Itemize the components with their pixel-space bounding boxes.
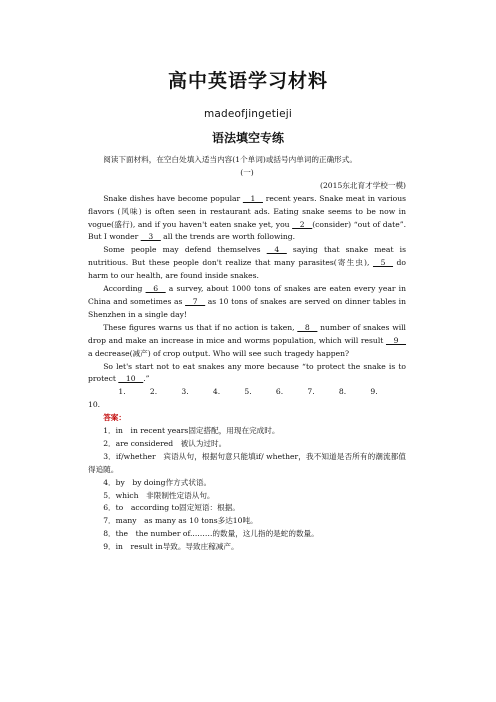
document-subtitle: madeofjingetieji [203,108,293,120]
blank-1: __1__ [242,193,263,203]
answer-number-last: 10. [88,400,101,410]
answer-item: 9．in result in导致。导致庄稼减产。 [103,542,239,552]
section-heading: 语法填空专练 [211,131,284,145]
passage-paragraph-2: Some people may defend themselves __4__ saying that snake meat is nutritious. But these people don't realize that many parasites(寄生虫), __5__ do harm to our health, are found inside snakes. [88,245,406,281]
passage-paragraph-5: So let's start not to eat snakes any more because “to protect the snake is to protect __10__.” [88,361,406,384]
answer-item: 5．which 非限制性定语从句。 [103,490,215,500]
answer-number: 1. [118,387,126,397]
answer-item: 7．many as many as 10 tons多达10吨。 [103,516,258,526]
document-title: 高中英语学习材料 [167,70,328,92]
instruction-text: 阅读下面材料，在空白处填入适当内容(1个单词)或括号内单词的正确形式。 [103,155,357,164]
answer-number-row [88,386,406,399]
answer-number: 8. [338,387,347,397]
content-body [88,154,406,554]
answer-number: 3. [181,387,189,397]
blank-9: __9__ [385,335,406,345]
blank-7: __7__ [185,296,206,306]
answer-number: 4. [212,387,221,397]
answer-number: 5. [244,387,252,397]
answer-number: 7. [307,387,315,397]
answer-item: 2．are considered 被认为过时。 [103,438,227,448]
answer-item: 8．the the number of...……的数量，这儿指的是蛇的数量。 [103,529,319,539]
answer-item: 1．in in recent years固定搭配，用现在完成时。 [103,426,280,436]
answers-heading: 答案： [103,413,126,423]
answer-item: 4．by by doing作方式状语。 [103,477,212,487]
source-label: (2015东北育才学校一模) [320,180,406,190]
blank-4: __4__ [266,245,287,255]
answer-number: 9. [370,387,378,397]
blank-2: __2__ [292,219,313,229]
blank-10: __10__ [118,374,144,384]
part-label: (一) [240,167,254,177]
blank-8: __8__ [297,322,318,332]
blank-3: __3__ [140,232,161,242]
answer-item: 3．if/whether 宾语从句，根据句意只能填if/ whether，我不知道是否所有的潮流都值得追随。 [88,451,406,474]
blank-5: __5__ [372,258,394,268]
passage-paragraph-1: Snake dishes have become popular __1__ recent years. Snake meat in various flavors (风味) is often seen in restaurant ads. Eating snake seems to be now in vogue(盛行), and if you haven't eaten snake yet, you __2__(consider) “out of date”. But I wonder __3__ all the trends are worth following. [88,193,406,242]
passage-paragraph-4: These figures warns us that if no action is taken, __8__ number of snakes will drop and make an increase in mice and worms population, which will result __9__ a decrease(减产) of crop output. Who will see such tragedy happen? [88,322,406,358]
answer-number: 6. [275,387,284,397]
answer-item: 6．to according to固定短语：根据。 [103,503,240,513]
answer-number: 2. [149,387,158,397]
passage-paragraph-3: According __6__ a survey, about 1000 tons of snakes are eaten every year in China and sometimes as __7__ as 10 tons of snakes are served on dinner tables in Shenzhen in a single day! [88,284,406,319]
blank-6: __6__ [145,284,166,294]
